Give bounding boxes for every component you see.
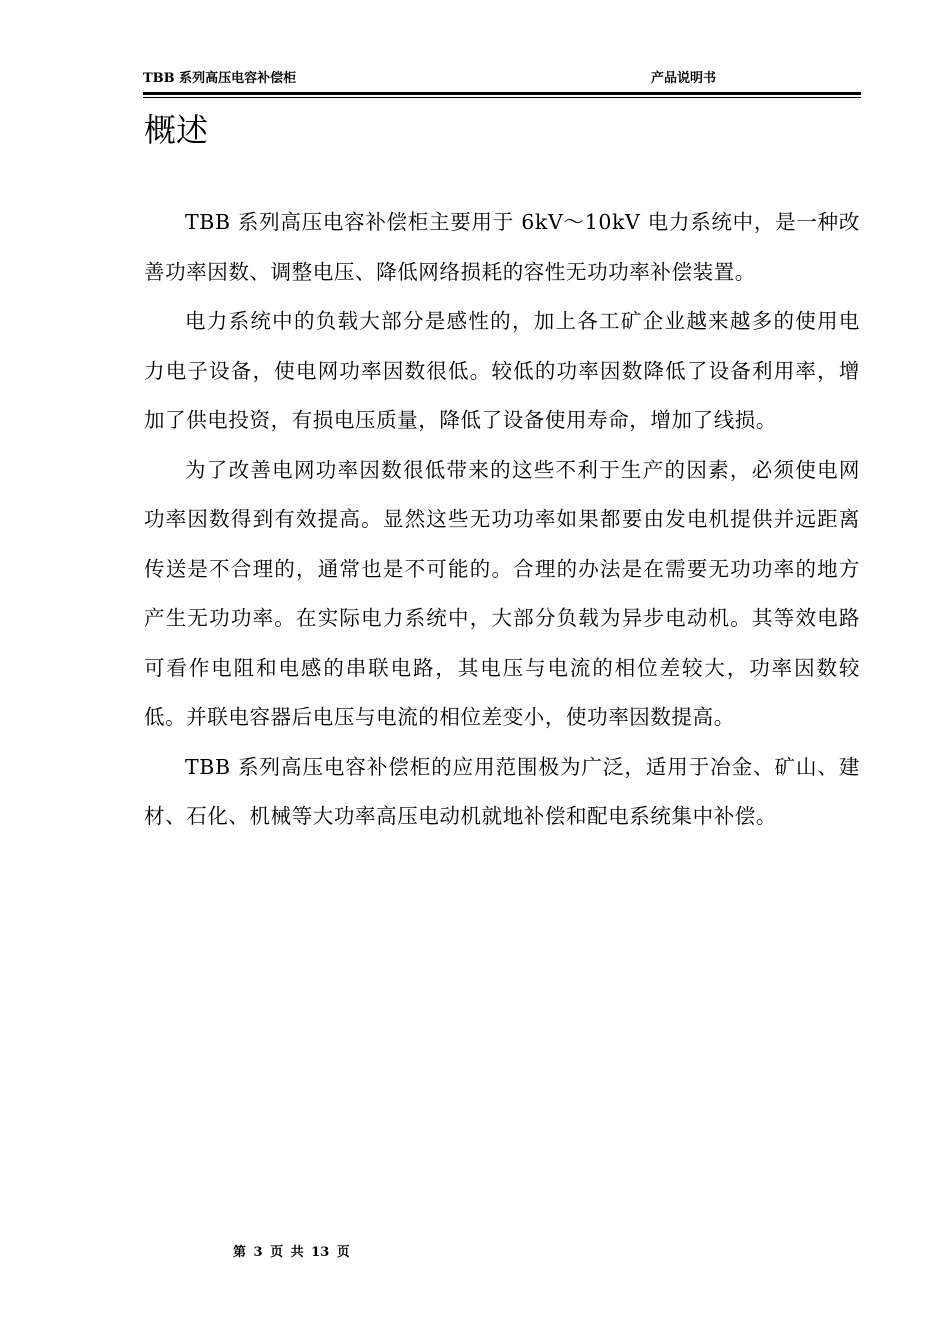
- paragraph-compensation-principle: 为了改善电网功率因数很低带来的这些不利于生产的因素，必须使电网功率因数得到有效提高。显然这些无功功率如果都要由发电机提供并远距离传送是不合理的，通常也是不可能的。合理的办法是在需要无功功率的地方产生无功功率。在实际电力系统中，大部分负载为异步电动机。其等效电路可看作电阻和电感的串联电路，其电压与电流的相位差较大，功率因数较低。并联电容器后电压与电流的相位差变小，使功率因数提高。: [144, 457, 860, 729]
- paragraph-applications: TBB 系列高压电容补偿柜的应用范围极为广泛，适用于冶金、矿山、建材、石化、机械等大功率高压电动机就地补偿和配电系统集中补偿。: [144, 754, 860, 828]
- section-title: 概述: [144, 111, 209, 149]
- body-content: [144, 198, 860, 842]
- paragraph-load-characteristics: 电力系统中的负载大部分是感性的，加上各工矿企业越来越多的使用电力电子设备，使电网功率因数很低。较低的功率因数降低了设备利用率，增加了供电投资，有损电压质量，降低了设备使用寿命，增加了线损。: [144, 309, 860, 432]
- header-rule-thin: [143, 97, 861, 98]
- header-rule-thick: [143, 92, 861, 95]
- header-document-type: 产品说明书: [651, 71, 717, 86]
- paragraph-overview: TBB 系列高压电容补偿柜主要用于 6kV～10kV 电力系统中，是一种改善功率因数、调整电压、降低网络损耗的容性无功功率补偿装置。: [144, 210, 860, 284]
- page-number-footer: 第 3 页 共 13 页: [233, 1245, 350, 1260]
- header-document-title: TBB 系列高压电容补偿柜: [143, 71, 297, 86]
- page-header: [143, 68, 861, 90]
